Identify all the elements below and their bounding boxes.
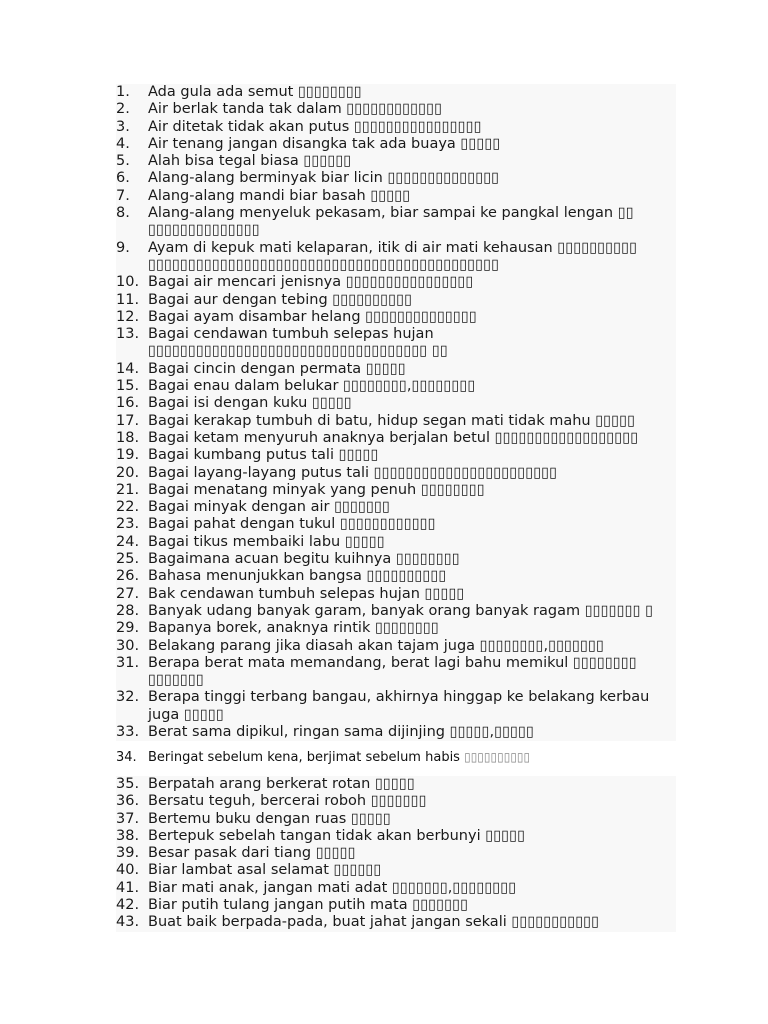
item-text: Air tenang jangan disangka tak ada buaya ▯▯▯▯▯ bbox=[148, 135, 501, 152]
list-item bbox=[116, 499, 676, 516]
item-number: 23. bbox=[116, 516, 140, 533]
list-item bbox=[116, 326, 676, 361]
list-item bbox=[116, 205, 676, 240]
item-number: 20. bbox=[116, 464, 140, 481]
item-number: 5. bbox=[116, 153, 130, 170]
item-text: Bagaimana acuan begitu kuihnya ▯▯▯▯▯▯▯▯ bbox=[148, 551, 460, 568]
item-number: 21. bbox=[116, 481, 140, 498]
item-text: Air ditetak tidak akan putus ▯▯▯▯▯▯▯▯▯▯▯▯▯▯▯▯ bbox=[148, 118, 482, 135]
list-item bbox=[116, 897, 676, 914]
item-number: 12. bbox=[116, 308, 140, 325]
list-item bbox=[116, 101, 676, 118]
list-item bbox=[116, 620, 676, 637]
proverb-list-block-2 bbox=[116, 776, 676, 932]
item-text: Bagai menatang minyak yang penuh ▯▯▯▯▯▯▯▯ bbox=[148, 481, 485, 498]
item-text: Bagai enau dalam belukar ▯▯▯▯▯▯▯▯,▯▯▯▯▯▯▯▯ bbox=[148, 378, 476, 395]
item-text: Bagai kumbang putus tali ▯▯▯▯▯ bbox=[148, 447, 379, 464]
list-item bbox=[116, 724, 676, 741]
item-glyphs: ▯▯▯▯▯▯▯▯▯▯ bbox=[464, 750, 531, 764]
item-number: 15. bbox=[116, 378, 140, 395]
item-text: Bagai minyak dengan air ▯▯▯▯▯▯▯ bbox=[148, 499, 390, 516]
list-item bbox=[116, 430, 676, 447]
item-text: Banyak udang banyak garam, banyak orang banyak ragam ▯▯▯▯▯▯▯ ▯ bbox=[148, 602, 654, 619]
list-item bbox=[116, 845, 676, 862]
item-number: 38. bbox=[116, 827, 140, 844]
list-item bbox=[116, 240, 676, 275]
item-text: Bapanya borek, anaknya rintik ▯▯▯▯▯▯▯▯ bbox=[148, 620, 439, 637]
list-item bbox=[116, 749, 676, 766]
list-item bbox=[116, 655, 676, 690]
item-text: Alah bisa tegal biasa ▯▯▯▯▯▯ bbox=[148, 153, 352, 170]
item-text: Bersatu teguh, bercerai roboh ▯▯▯▯▯▯▯ bbox=[148, 793, 427, 810]
item-text: Berpatah arang berkerat rotan ▯▯▯▯▯ bbox=[148, 776, 415, 792]
item-text: Belakang parang jika diasah akan tajam juga ▯▯▯▯▯▯▯▯,▯▯▯▯▯▯▯ bbox=[148, 637, 604, 654]
list-item bbox=[116, 378, 676, 395]
item-number: 2. bbox=[116, 101, 130, 118]
item-number: 9. bbox=[116, 239, 130, 256]
item-text: Alang-alang berminyak biar licin ▯▯▯▯▯▯▯▯▯▯▯▯▯▯ bbox=[148, 170, 500, 187]
list-item bbox=[116, 170, 676, 187]
item-number: 43. bbox=[116, 914, 140, 931]
list-item bbox=[116, 465, 676, 482]
item-text: Beringat sebelum kena, berjimat sebelum habis bbox=[148, 750, 460, 765]
item-number: 1. bbox=[116, 84, 130, 100]
item-number: 16. bbox=[116, 395, 140, 412]
item-text: Bagai pahat dengan tukul ▯▯▯▯▯▯▯▯▯▯▯▯ bbox=[148, 516, 436, 533]
item-number: 30. bbox=[116, 637, 140, 654]
list-item bbox=[116, 586, 676, 603]
list-item bbox=[116, 776, 676, 793]
list-item bbox=[116, 84, 676, 101]
list-item bbox=[116, 603, 676, 620]
list-item bbox=[116, 638, 676, 655]
item-text: Berat sama dipikul, ringan sama dijinjing ▯▯▯▯▯,▯▯▯▯▯ bbox=[148, 723, 534, 740]
item-text: Biar putih tulang jangan putih mata ▯▯▯▯▯▯▯ bbox=[148, 897, 469, 914]
item-number: 31. bbox=[116, 654, 140, 671]
list-item bbox=[116, 689, 676, 724]
item-text: Biar lambat asal selamat ▯▯▯▯▯▯ bbox=[148, 862, 382, 879]
item-number: 28. bbox=[116, 602, 140, 619]
list-item bbox=[116, 447, 676, 464]
item-text: Bagai tikus membaiki labu ▯▯▯▯▯ bbox=[148, 533, 385, 550]
list-item bbox=[116, 188, 676, 205]
item-text: Bahasa menunjukkan bangsa ▯▯▯▯▯▯▯▯▯▯ bbox=[148, 568, 447, 585]
item-text: Bak cendawan tumbuh selepas hujan ▯▯▯▯▯ bbox=[148, 585, 465, 602]
item-number: 13. bbox=[116, 326, 140, 343]
item-text: Bagai ayam disambar helang ▯▯▯▯▯▯▯▯▯▯▯▯▯▯ bbox=[148, 308, 477, 325]
item-number: 24. bbox=[116, 533, 140, 550]
item-number: 36. bbox=[116, 793, 140, 810]
list-item bbox=[116, 274, 676, 291]
item-text: Bagai aur dengan tebing ▯▯▯▯▯▯▯▯▯▯ bbox=[148, 291, 413, 308]
item-text: Bertepuk sebelah tangan tidak akan berbunyi ▯▯▯▯▯ bbox=[148, 827, 526, 844]
item-text: Bagai kerakap tumbuh di batu, hidup segan mati tidak mahu ▯▯▯▯▯ bbox=[148, 412, 636, 429]
item-text: Ayam di kepuk mati kelaparan, itik di air mati kehausan ▯▯▯▯▯▯▯▯▯▯ ▯▯▯▯▯▯▯▯▯▯▯▯▯▯▯▯▯▯▯▯▯▯▯▯▯▯▯▯▯▯▯▯▯▯▯▯▯▯▯▯▯▯▯▯ bbox=[148, 239, 638, 273]
list-item bbox=[116, 914, 676, 931]
proverb-list bbox=[116, 84, 676, 741]
item-number: 11. bbox=[116, 291, 140, 308]
item-text: Ada gula ada semut ▯▯▯▯▯▯▯▯ bbox=[148, 84, 362, 100]
list-item bbox=[116, 811, 676, 828]
item-number: 40. bbox=[116, 862, 140, 879]
list-item bbox=[116, 516, 676, 533]
item-text: Bagai layang-layang putus tali ▯▯▯▯▯▯▯▯▯▯▯▯▯▯▯▯▯▯▯▯▯▯▯ bbox=[148, 464, 558, 481]
list-item bbox=[116, 551, 676, 568]
item-number: 32. bbox=[116, 689, 140, 706]
list-item bbox=[116, 862, 676, 879]
item-text: Air berlak tanda tak dalam ▯▯▯▯▯▯▯▯▯▯▯▯ bbox=[148, 101, 443, 118]
item-number: 37. bbox=[116, 810, 140, 827]
item-number: 39. bbox=[116, 845, 140, 862]
item-text: Bagai air mencari jenisnya ▯▯▯▯▯▯▯▯▯▯▯▯▯▯▯▯ bbox=[148, 274, 474, 291]
item-number: 35. bbox=[116, 776, 140, 792]
item-number: 6. bbox=[116, 170, 130, 187]
list-item bbox=[116, 153, 676, 170]
item-number: 18. bbox=[116, 429, 140, 446]
item-number: 29. bbox=[116, 620, 140, 637]
list-item bbox=[116, 119, 676, 136]
item-number: 26. bbox=[116, 568, 140, 585]
list-item bbox=[116, 413, 676, 430]
item-text: Bagai cincin dengan permata ▯▯▯▯▯ bbox=[148, 360, 406, 377]
item-number: 27. bbox=[116, 585, 140, 602]
list-item bbox=[116, 292, 676, 309]
list-item bbox=[116, 482, 676, 499]
list-item bbox=[116, 568, 676, 585]
item-number: 41. bbox=[116, 879, 140, 896]
list-item bbox=[116, 361, 676, 378]
item-text: Biar mati anak, jangan mati adat ▯▯▯▯▯▯▯,▯▯▯▯▯▯▯▯ bbox=[148, 879, 517, 896]
list-item bbox=[116, 534, 676, 551]
item-text: Bagai cendawan tumbuh selepas hujan ▯▯▯▯▯▯▯▯▯▯▯▯▯▯▯▯▯▯▯▯▯▯▯▯▯▯▯▯▯▯▯▯▯▯▯ ▯▯ bbox=[148, 326, 448, 360]
item-number: 8. bbox=[116, 205, 130, 222]
item-number: 25. bbox=[116, 551, 140, 568]
item-text: Alang-alang mandi biar basah ▯▯▯▯▯ bbox=[148, 187, 411, 204]
item-number: 3. bbox=[116, 118, 130, 135]
item-text: Bertemu buku dengan ruas ▯▯▯▯▯ bbox=[148, 810, 391, 827]
list-item bbox=[116, 309, 676, 326]
item-number: 19. bbox=[116, 447, 140, 464]
item-number: 10. bbox=[116, 274, 140, 291]
item-number: 4. bbox=[116, 135, 130, 152]
item-text: Berapa berat mata memandang, berat lagi bahu memikul ▯▯▯▯▯▯▯▯ ▯▯▯▯▯▯▯ bbox=[148, 654, 637, 689]
item-number: 17. bbox=[116, 412, 140, 429]
item-number: 14. bbox=[116, 360, 140, 377]
item-number: 22. bbox=[116, 499, 140, 516]
list-item bbox=[116, 793, 676, 810]
item-text: Berapa tinggi terbang bangau, akhirnya hinggap ke belakang kerbau juga ▯▯▯▯▯ bbox=[148, 689, 650, 723]
item-number: 33. bbox=[116, 723, 140, 740]
item-text: Besar pasak dari tiang ▯▯▯▯▯ bbox=[148, 845, 356, 862]
item-number: 34. bbox=[116, 750, 137, 765]
list-item bbox=[116, 828, 676, 845]
item-text: Bagai isi dengan kuku ▯▯▯▯▯ bbox=[148, 395, 352, 412]
proverb-list-block-1 bbox=[116, 84, 676, 741]
list-item bbox=[116, 880, 676, 897]
list-item bbox=[116, 136, 676, 153]
list-item bbox=[116, 395, 676, 412]
proverb-list bbox=[116, 776, 676, 932]
item-text: Bagai ketam menyuruh anaknya berjalan betul ▯▯▯▯▯▯▯▯▯▯▯▯▯▯▯▯▯▯ bbox=[148, 429, 639, 446]
item-number: 42. bbox=[116, 897, 140, 914]
item-text: Buat baik berpada-pada, buat jahat jangan sekali ▯▯▯▯▯▯▯▯▯▯▯ bbox=[148, 914, 600, 931]
item-text: Alang-alang menyeluk pekasam, biar sampai ke pangkal lengan ▯▯ ▯▯▯▯▯▯▯▯▯▯▯▯▯▯ bbox=[148, 205, 634, 239]
item-number: 7. bbox=[116, 187, 130, 204]
